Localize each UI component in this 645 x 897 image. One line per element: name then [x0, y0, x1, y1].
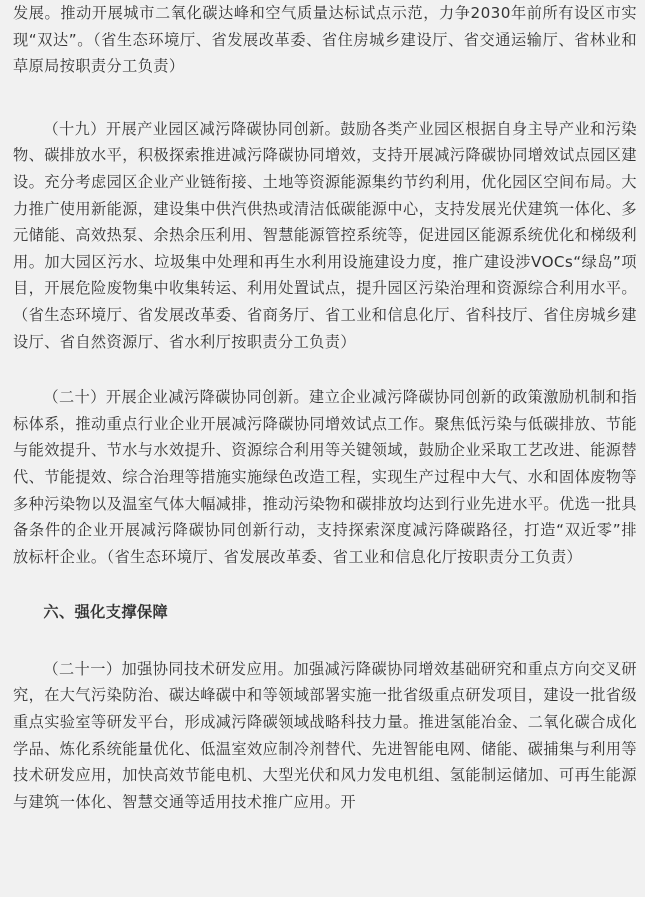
paragraph-19: （十九）开展产业园区减污降碳协同创新。鼓励各类产业园区根据自身主导产业和污染物、碳排放水平，积极探索推进减污降碳协同增效，支持开展减污降碳协同增效试点园区建设。充分考虑园区企业产业链衔接、土地等资源能源集约节约利用，优化园区空间布局。大力推广使用新能源，建设集中供汽供热或清洁低碳能源中心，支持发展光伏建筑一体化、多元储能、高效热泵、余热余压利用、智慧能源管控系统等，促进园区能源系统优化和梯级利用。加大园区污水、垃圾集中处理和再生水利用设施建设力度，推广建设涉VOCs“绿岛”项目，开展危险废物集中收集转运、利用处置试点，提升园区污染治理和资源综合利用水平。（省生态环境厅、省发展改革委、省商务厅、省工业和信息化厅、省科技厅、省住房城乡建设厅、省自然资源厅、省水利厅按职责分工负责）: [13, 119, 637, 351]
paragraph-20: （二十）开展企业减污降碳协同创新。建立企业减污降碳协同创新的政策激励机制和指标体系，推动重点行业企业开展减污降碳协同增效试点工作。聚焦低污染与低碳排放、节能与能效提升、节水与水效提升、资源综合利用等关键领域，鼓励企业采取工艺改进、能源替代、节能提效、综合治理等措施实施绿色改造工程，实现生产过程中大气、水和固体废物等多种污染物以及温室气体大幅减排，推动污染物和碳排放均达到行业先进水平。优选一批具备条件的企业开展减污降碳协同创新行动，支持探索深度减污降碳路径，打造“双近零”排放标杆企业。（省生态环境厅、省发展改革委、省工业和信息化厅按职责分工负责）: [13, 388, 637, 566]
paragraph-21: （二十一）加强协同技术研发应用。加强减污降碳协同增效基础研究和重点方向交叉研究，在大气污染防治、碳达峰碳中和等领域部署实施一批省级重点研发项目，建设一批省级重点实验室等研发平台，形成减污降碳领域战略科技力量。推进氢能冶金、二氧化碳合成化学品、炼化系统能量优化、低温室效应制冷剂替代、先进智能电网、储能、碳捕集与利用等技术研发应用，加快高效节能电机、大型光伏和风力发电机组、氢能制运储加、可再生能源与建筑一体化、智慧交通等适用技术推广应用。开: [13, 659, 637, 811]
section-heading: 六、强化支撑保障: [43, 603, 169, 622]
paragraph-1: 发展。推动开展城市二氧化碳达峰和空气质量达标试点示范，力争2030年前所有设区市实现“双达”。（省生态环境厅、省发展改革委、省住房城乡建设厅、省交通运输厅、省林业和草原局按职责分工负责）: [13, 4, 637, 76]
